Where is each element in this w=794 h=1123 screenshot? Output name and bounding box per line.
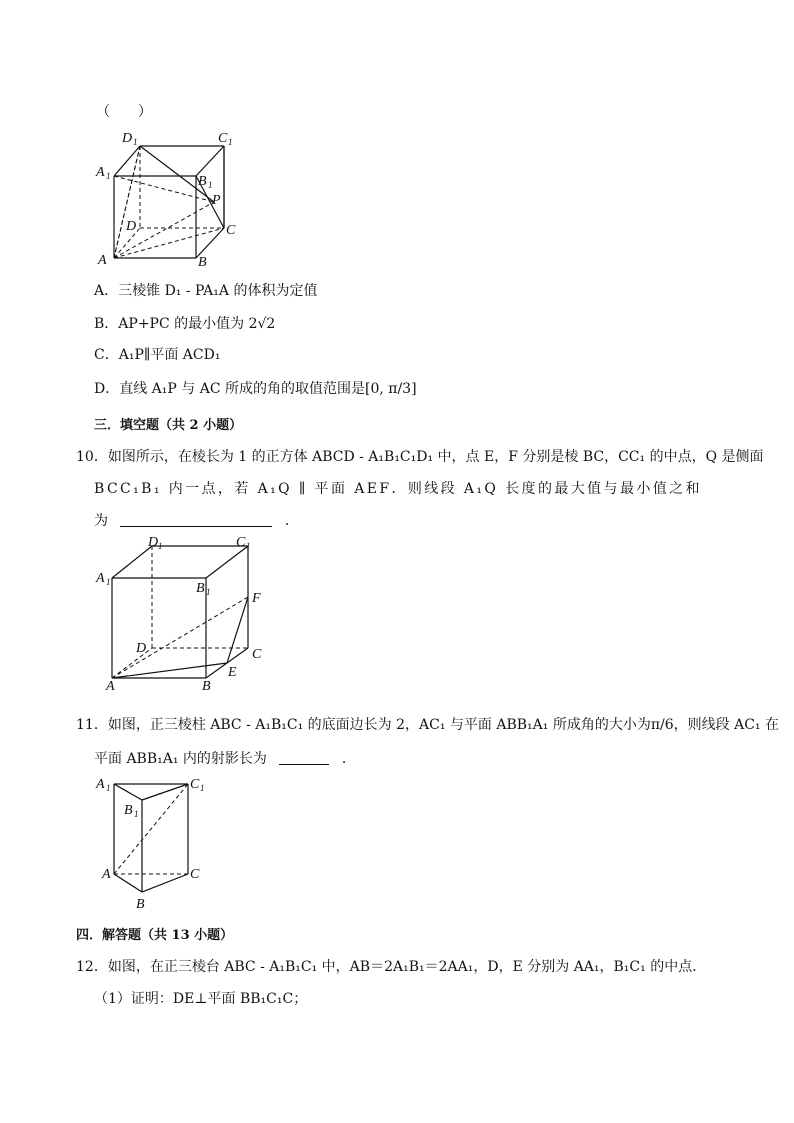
label-B1: B <box>196 581 205 596</box>
label-B1: B <box>124 803 133 818</box>
label-B1: B <box>198 174 207 189</box>
svg-text:1: 1 <box>158 541 163 551</box>
label-P: P <box>212 193 221 208</box>
label-B: B <box>202 679 211 694</box>
label-B: B <box>136 897 145 912</box>
label-A1: A <box>96 571 105 586</box>
label-B: B <box>198 255 207 270</box>
option-a: A．三棱锥 D₁ - PA₁A 的体积为定值 <box>94 283 318 299</box>
svg-text:1: 1 <box>246 541 251 551</box>
q10-line3: 为 ． <box>94 513 299 529</box>
label-A: A <box>106 679 115 694</box>
label-D1: D <box>148 535 159 550</box>
label-F: F <box>252 591 261 606</box>
svg-text:1: 1 <box>106 783 111 793</box>
svg-text:1: 1 <box>228 137 233 147</box>
answer-blank[interactable] <box>279 752 329 765</box>
label-A: A <box>102 867 111 882</box>
q10-cube-figure <box>96 534 276 698</box>
q10-line2: BCC₁B₁ 内一点，若 A₁Q ∥ 平面 AEF．则线段 A₁Q 长度的最大值与最小值之和 <box>94 481 702 497</box>
label-A1: A <box>96 165 105 180</box>
label-C1: C <box>236 535 246 550</box>
label-D1: D <box>122 131 133 146</box>
svg-text:1: 1 <box>106 577 111 587</box>
svg-text:1: 1 <box>206 587 211 597</box>
q11-prism-figure <box>96 774 216 918</box>
svg-text:1: 1 <box>134 809 139 819</box>
svg-text:1: 1 <box>208 180 213 190</box>
answer-parentheses: （ ） <box>96 104 152 120</box>
label-D: D <box>126 219 137 234</box>
option-c: C．A₁P∥平面 ACD₁ <box>94 347 221 363</box>
label-C1: C <box>190 777 200 792</box>
label-C: C <box>190 867 200 882</box>
section-3-title: 三．填空题（共 2 小题） <box>94 418 243 433</box>
label-D: D <box>136 641 147 656</box>
svg-text:1: 1 <box>133 137 138 147</box>
section-4-title: 四．解答题（共 13 小题） <box>76 928 234 943</box>
q12-line1: 12．如图，在正三棱台 ABC - A₁B₁C₁ 中，AB＝2A₁B₁＝2AA₁，D，E 分别为 AA₁，B₁C₁ 的中点． <box>76 959 707 975</box>
q12-part1: （1）证明：DE⊥平面 BB₁C₁C； <box>94 991 308 1007</box>
q9-cube-figure <box>96 124 256 278</box>
q10-line1: 10．如图所示，在棱长为 1 的正方体 ABCD - A₁B₁C₁D₁ 中，点 E，F 分别是棱 BC，CC₁ 的中点，Q 是侧面 <box>76 449 764 465</box>
label-C: C <box>252 647 262 662</box>
label-E: E <box>228 665 237 680</box>
label-C1: C <box>218 131 228 146</box>
answer-blank[interactable] <box>120 514 272 527</box>
label-A: A <box>98 253 107 268</box>
option-d: D．直线 A₁P 与 AC 所成的角的取值范围是[0, π/3] <box>94 381 417 397</box>
svg-text:1: 1 <box>106 171 111 181</box>
q11-line1: 11．如图，正三棱柱 ABC - A₁B₁C₁ 的底面边长为 2，AC₁ 与平面 ABB₁A₁ 所成角的大小为π/6，则线段 AC₁ 在 <box>76 717 779 733</box>
svg-text:1: 1 <box>200 783 205 793</box>
q11-line2: 平面 ABB₁A₁ 内的射影长为 ． <box>94 751 356 767</box>
option-b: B．AP+PC 的最小值为 2√2 <box>94 316 276 332</box>
label-C: C <box>226 223 236 238</box>
label-A1: A <box>96 777 105 792</box>
